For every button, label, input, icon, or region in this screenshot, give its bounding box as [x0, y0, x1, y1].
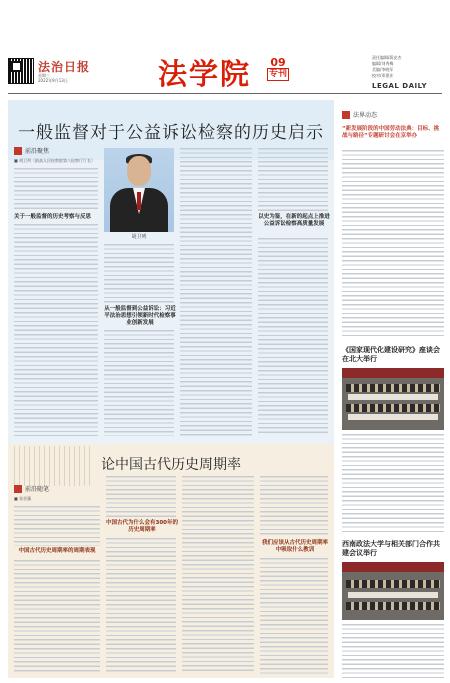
tag-marker-icon [14, 485, 22, 493]
history-text-block [106, 476, 176, 518]
author-portrait [104, 148, 174, 232]
feature-tag-label: 前沿聚焦 [25, 148, 50, 155]
sidebar-item-title: “新发展阶段的中国劳动法典：目标、挑战与路径”专题研讨会在京举办 [342, 126, 440, 139]
editor-credits [372, 55, 401, 79]
editor-line: 美编/李晓军 [372, 67, 394, 72]
issue-label: 专刊 [269, 69, 288, 79]
tag-marker-icon [14, 147, 22, 155]
sidebar-text-block [342, 434, 444, 534]
editor-line: 编辑/刘秀梅 [372, 61, 394, 66]
issue-badge [267, 57, 289, 81]
feature-subhead: 以史为鉴，在新的起点上推进公益诉讼检察高质量发展 [258, 214, 330, 227]
section-title: 法学院 [158, 57, 252, 91]
issue-date: 2022年9月13日 [38, 78, 68, 83]
feature-text-block [180, 148, 252, 436]
feature-text-block [258, 238, 328, 436]
history-byline: ■ 张晋藩 [14, 496, 32, 501]
history-text-block [106, 538, 176, 674]
tag-marker-icon [342, 111, 350, 119]
event-photo [342, 562, 444, 620]
feature-subhead: 关于一般监督的历史考察与反思 [14, 214, 92, 220]
sidebar-item-title: 西南政法大学与相关部门合作共建会议举行 [342, 540, 440, 557]
sidebar-item-title: 《国家现代化建设研究》座谈会在北大举行 [342, 346, 440, 363]
history-text-block [14, 560, 100, 674]
weekday: 星期三 [38, 73, 50, 78]
feature-text-block [258, 148, 328, 212]
history-text-block [14, 506, 100, 546]
feature-byline: ■ 胡卫列（最高人民检察院第八检察厅厅长） [14, 158, 96, 163]
feature-headline: 一般监督对于公益诉讼检察的历史启示 [18, 123, 324, 143]
portrait-caption: 胡卫列 [131, 234, 147, 240]
sidebar-tag-label: 法界动态 [353, 112, 378, 119]
history-headline: 论中国古代历史周期率 [101, 457, 241, 473]
newspaper-logo: 法治日报 [38, 60, 91, 74]
history-subhead: 中国古代为什么会有300年的历史周期率 [106, 520, 178, 533]
history-text-block [260, 476, 328, 536]
feature-text-block [14, 168, 98, 212]
sidebar-text-block [342, 624, 444, 678]
feature-tag [14, 146, 49, 155]
sidebar-tag [342, 110, 377, 119]
editor-line: 责任编辑/蒋安杰 [372, 55, 402, 60]
feature-text-block [104, 330, 174, 436]
feature-subhead: 从一般监督到公益诉讼：习近平法治思想引领新时代检察事业创新发展 [104, 306, 176, 326]
feature-text-block [104, 244, 174, 304]
history-subhead: 中国古代历史周期率的周期表现 [18, 548, 96, 554]
issue-number: 09 [270, 56, 286, 69]
history-tag [14, 484, 49, 493]
history-subhead: 我们应该从古代历史周期率中吸取什么教训 [261, 540, 328, 553]
editor-line: 校对/邓建业 [372, 73, 394, 78]
history-text-block [260, 558, 328, 674]
masthead-meta [38, 73, 68, 83]
history-text-block [182, 476, 254, 674]
brand-en: LEGAL DAILY [372, 82, 428, 90]
history-tag-label: 前沿随笔 [25, 486, 50, 493]
sidebar-text-block [342, 150, 444, 336]
feature-text-block [14, 224, 98, 436]
masthead-rule [8, 93, 442, 94]
qr-code [8, 58, 34, 84]
event-photo [342, 368, 444, 430]
